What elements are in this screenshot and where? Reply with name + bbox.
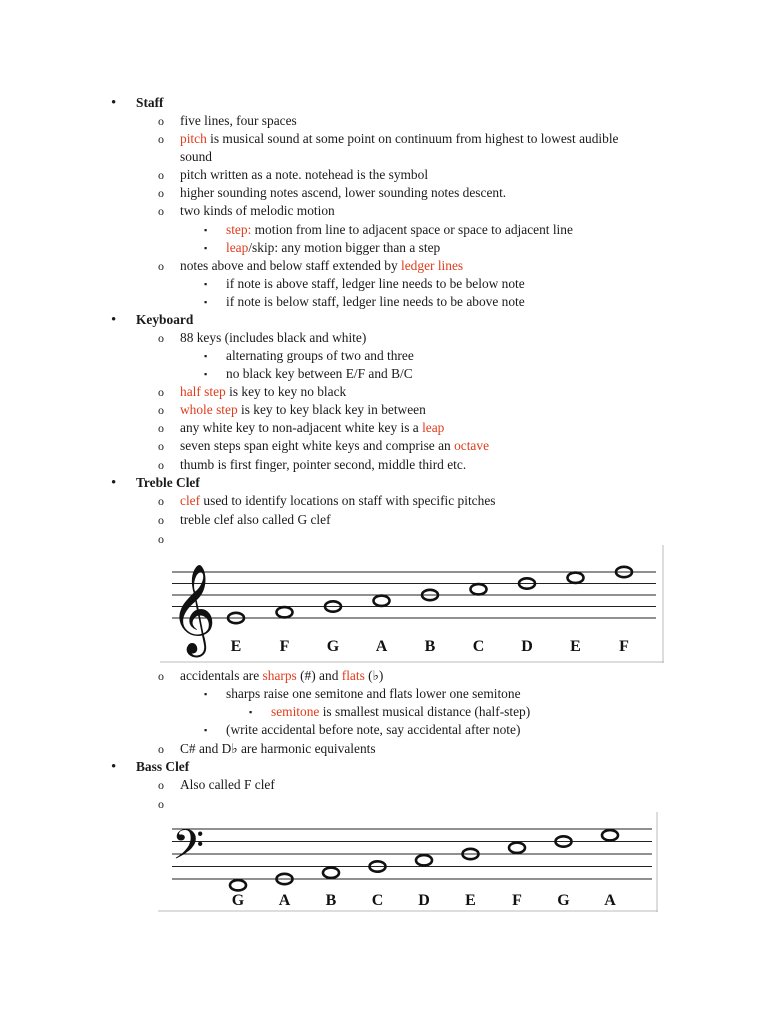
text-run: accidentals are	[180, 668, 263, 683]
text-run: is key to key black key in between	[237, 402, 426, 417]
whole-note	[416, 855, 432, 865]
note-name-label: F	[512, 892, 522, 909]
text-run: 88 keys (includes black and white)	[180, 330, 367, 345]
bullet-level-2: o	[158, 439, 164, 453]
outline-item	[180, 401, 426, 419]
note-name-label: F	[619, 638, 629, 655]
text-run: higher sounding notes ascend, lower sounding notes descent.	[180, 185, 507, 200]
outline-item	[226, 275, 525, 293]
bullet-level-3: ▪	[204, 279, 208, 289]
outline-item	[136, 474, 200, 492]
outline-item	[226, 293, 525, 311]
outline-item	[180, 456, 466, 474]
treble-staff-figure	[160, 545, 664, 663]
text-run: alternating groups of two and three	[226, 348, 414, 363]
note-name-label: B	[325, 892, 337, 909]
term-highlight: half step	[180, 384, 226, 399]
note-name-label: D	[418, 892, 430, 909]
bullet-level-3: ▪	[204, 243, 208, 253]
outline-item	[180, 130, 619, 148]
outline-item	[180, 492, 495, 510]
outline-item	[180, 329, 366, 347]
term-highlight: ledger lines	[401, 258, 464, 273]
note-name-label: B	[424, 638, 436, 655]
bullet-level-2: o	[158, 494, 164, 508]
bullet-level-2: o	[158, 168, 164, 182]
text-run: (♭)	[364, 668, 384, 683]
outline-item	[136, 758, 189, 776]
text-run: (write accidental before note, say accidental after note)	[226, 722, 521, 737]
note-name-label: D	[521, 638, 533, 655]
bass_staff-clef-symbol: 𝄢	[172, 822, 205, 878]
bullet-level-2: o	[158, 403, 164, 417]
bullet-level-1: •	[111, 95, 117, 111]
text-run: is key to key no black	[225, 384, 347, 399]
outline-item	[180, 419, 444, 437]
term-highlight: flats	[341, 668, 365, 683]
term-highlight: leap	[422, 420, 445, 435]
section-heading: Staff	[136, 95, 164, 110]
bullet-level-3: ▪	[204, 725, 208, 735]
text-run: is musical sound at some point on continuum from highest to lowest audible	[206, 131, 619, 146]
bullet-level-1: •	[111, 475, 117, 491]
text-run: notes above and below staff extended by	[180, 258, 402, 273]
term-highlight: sharps	[262, 668, 297, 683]
outline-item	[180, 166, 428, 184]
bullet-level-2: o	[158, 421, 164, 435]
outline-item	[180, 112, 297, 130]
note-name-label: C	[371, 892, 384, 909]
note-name-label: C	[472, 638, 485, 655]
text-run: is smallest musical distance (half-step)	[319, 704, 531, 719]
whole-note	[277, 607, 293, 617]
note-name-label: E	[570, 638, 581, 655]
whole-note	[568, 573, 584, 583]
bullet-level-1: •	[111, 759, 117, 775]
term-highlight: leap	[226, 240, 249, 255]
term-highlight: whole step	[180, 402, 238, 417]
whole-note	[374, 596, 390, 606]
section-heading: Treble Clef	[136, 475, 200, 490]
note-name-label: G	[231, 892, 245, 909]
outline-item	[180, 437, 489, 455]
term-highlight: pitch	[180, 131, 207, 146]
outline-item	[180, 184, 506, 202]
text-run: two kinds of melodic motion	[180, 203, 335, 218]
text-run: sound	[180, 149, 212, 164]
outline-item	[226, 239, 440, 257]
text-run: five lines, four spaces	[180, 113, 297, 128]
bullet-level-1: •	[111, 312, 117, 328]
bullet-level-2: o	[158, 532, 164, 546]
text-run: C# and D♭ are harmonic equivalents	[180, 741, 376, 756]
text-run: thumb is first finger, pointer second, middle third etc.	[180, 457, 467, 472]
outline-item	[226, 721, 520, 739]
outline-item	[180, 257, 463, 275]
outline-item	[226, 347, 414, 365]
whole-note	[230, 880, 246, 890]
bullet-level-2: o	[158, 186, 164, 200]
text-run: /skip: any motion bigger than a step	[248, 240, 441, 255]
bullet-level-2: o	[158, 513, 164, 527]
whole-note	[471, 584, 487, 594]
text-run: (#) and	[296, 668, 342, 683]
outline-item	[180, 740, 376, 758]
bullet-level-2: o	[158, 458, 164, 472]
bullet-level-3: ▪	[204, 369, 208, 379]
bullet-level-2: o	[158, 114, 164, 128]
outline-item	[180, 383, 346, 401]
term-highlight: octave	[454, 438, 490, 453]
bullet-level-2: o	[158, 132, 164, 146]
note-name-label: E	[465, 892, 476, 909]
whole-note	[509, 843, 525, 853]
text-run: seven steps span eight white keys and comprise an	[180, 438, 455, 453]
text-run: motion from line to adjacent space or space to adjacent line	[251, 222, 573, 237]
section-heading: Keyboard	[136, 312, 194, 327]
bullet-level-2: o	[158, 204, 164, 218]
bullet-level-2: o	[158, 742, 164, 756]
text-run: Also called F clef	[180, 777, 275, 792]
term-highlight: semitone	[271, 704, 320, 719]
text-run: treble clef also called G clef	[180, 512, 331, 527]
note-name-label: G	[326, 638, 340, 655]
outline-item	[180, 776, 275, 794]
note-name-label: G	[557, 892, 570, 909]
outline-item	[226, 685, 521, 703]
text-run: pitch written as a note. notehead is the symbol	[180, 167, 429, 182]
outline-item	[180, 148, 212, 166]
note-name-label: F	[279, 638, 290, 655]
outline-item	[226, 365, 413, 383]
outline-item	[136, 311, 193, 329]
outline-item	[180, 667, 383, 685]
bullet-level-2: o	[158, 797, 164, 811]
bullet-level-2: o	[158, 669, 164, 683]
whole-note	[323, 868, 339, 878]
note-name-label: A	[375, 638, 388, 655]
bullet-level-3: ▪	[204, 689, 208, 699]
bullet-level-4: ▪	[249, 707, 253, 717]
outline-item	[226, 221, 573, 239]
bullet-level-3: ▪	[204, 297, 208, 307]
text-run: if note is above staff, ledger line needs to be below note	[226, 276, 525, 291]
bullet-level-3: ▪	[204, 225, 208, 235]
text-run: any white key to non-adjacent white key is a	[180, 420, 423, 435]
note-name-label: A	[604, 892, 616, 909]
outline-item	[136, 94, 164, 112]
whole-note	[602, 830, 618, 840]
term-highlight: clef	[180, 493, 201, 508]
treble_staff-clef-symbol: 𝄞	[170, 565, 217, 652]
outline-item	[180, 511, 331, 529]
bullet-level-2: o	[158, 385, 164, 399]
bullet-level-3: ▪	[204, 351, 208, 361]
text-run: used to identify locations on staff with specific pitches	[200, 493, 496, 508]
bullet-level-2: o	[158, 331, 164, 345]
text-run: if note is below staff, ledger line needs to be above note	[226, 294, 525, 309]
outline-item	[271, 703, 530, 721]
text-run: sharps raise one semitone and flats lower one semitone	[226, 686, 521, 701]
bullet-level-2: o	[158, 259, 164, 273]
bullet-level-2: o	[158, 778, 164, 792]
text-run: no black key between E/F and B/C	[226, 366, 413, 381]
note-name-label: A	[278, 892, 291, 909]
term-highlight: step:	[226, 222, 252, 237]
outline-item	[180, 202, 335, 220]
note-name-label: E	[230, 638, 242, 655]
section-heading: Bass Clef	[136, 759, 190, 774]
bass-staff-figure	[158, 812, 658, 912]
